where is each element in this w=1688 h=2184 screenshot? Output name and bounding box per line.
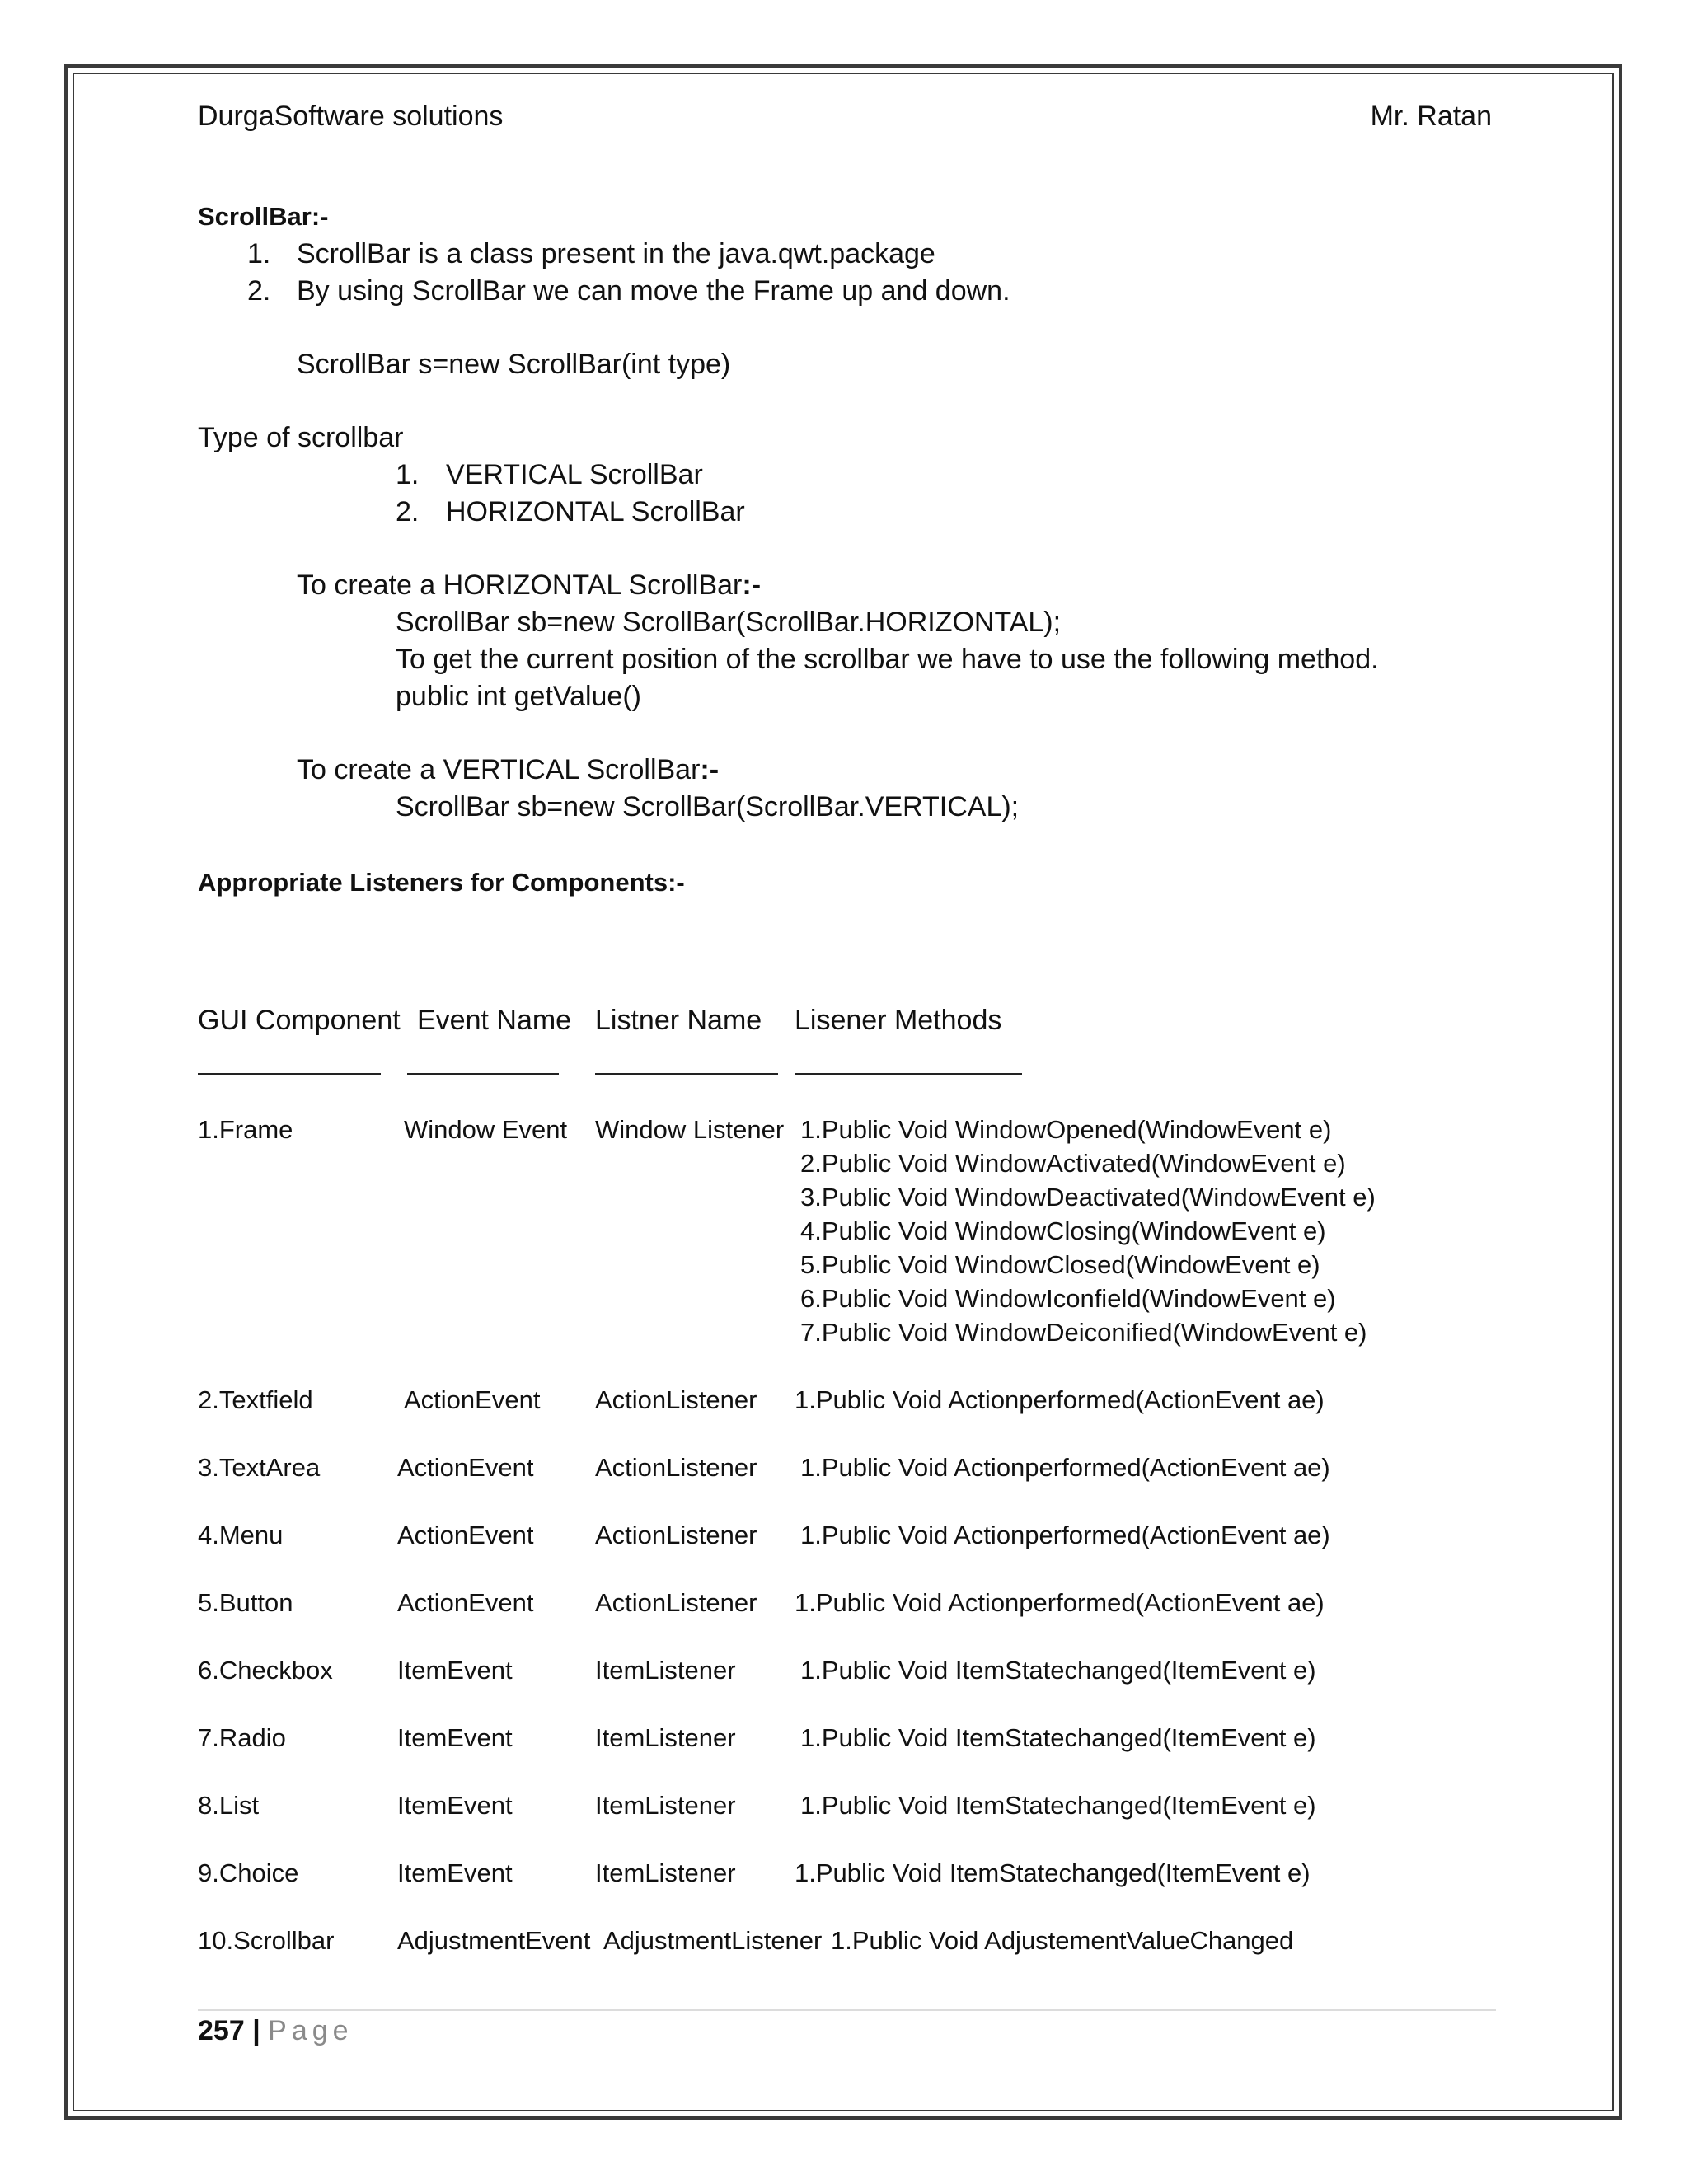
table-cell-component: 10.Scrollbar bbox=[198, 1926, 335, 1955]
table-cell-event: ItemEvent bbox=[397, 1791, 513, 1820]
table-cell-component: 1.Frame bbox=[198, 1115, 293, 1144]
position-note: To get the current position of the scrollbar we have to use the following method. bbox=[396, 644, 1379, 675]
vertical-code: ScrollBar sb=new ScrollBar(ScrollBar.VERTICAL); bbox=[396, 791, 1020, 823]
table-cell-method: 6.Public Void WindowIconfield(WindowEvent e) bbox=[800, 1284, 1336, 1313]
table-cell-component: 6.Checkbox bbox=[198, 1656, 333, 1685]
list-number: 2. bbox=[247, 275, 271, 307]
list-item: VERTICAL ScrollBar bbox=[446, 459, 703, 490]
list-number: 1. bbox=[396, 459, 420, 490]
table-cell-listener: ItemListener bbox=[595, 1858, 736, 1887]
table-cell-event: ItemEvent bbox=[397, 1656, 513, 1685]
constructor-code: ScrollBar s=new ScrollBar(int type) bbox=[297, 349, 731, 380]
method-signature: public int getValue() bbox=[396, 681, 641, 712]
table-cell-event: ItemEvent bbox=[397, 1723, 513, 1752]
types-heading: Type of scrollbar bbox=[198, 422, 404, 453]
table-cell-event: ItemEvent bbox=[397, 1858, 513, 1887]
table-cell-method: 1.Public Void WindowOpened(WindowEvent e) bbox=[800, 1115, 1332, 1144]
list-item: By using ScrollBar we can move the Frame up and down. bbox=[297, 275, 1010, 307]
table-cell-method: 2.Public Void WindowActivated(WindowEvent e) bbox=[800, 1149, 1346, 1178]
column-header: Listner Name bbox=[595, 1005, 762, 1036]
table-cell-method: 1.Public Void ItemStatechanged(ItemEvent e) bbox=[800, 1723, 1316, 1752]
scrollbar-heading: ScrollBar:- bbox=[198, 202, 329, 231]
listeners-heading: Appropriate Listeners for Components:- bbox=[198, 868, 685, 897]
table-cell-listener: ItemListener bbox=[595, 1791, 736, 1820]
table-cell-listener: Window Listener bbox=[595, 1115, 785, 1144]
page-number: 257 bbox=[198, 2015, 245, 2046]
table-cell-component: 8.List bbox=[198, 1791, 260, 1820]
table-cell-method: 1.Public Void ItemStatechanged(ItemEvent e) bbox=[795, 1858, 1311, 1887]
table-cell-method: 1.Public Void AdjustementValueChanged bbox=[831, 1926, 1294, 1955]
column-underline bbox=[198, 1073, 381, 1075]
table-cell-component: 7.Radio bbox=[198, 1723, 286, 1752]
horizontal-code: ScrollBar sb=new ScrollBar(ScrollBar.HORIZONTAL); bbox=[396, 607, 1062, 638]
vertical-heading: To create a VERTICAL ScrollBar:- bbox=[297, 754, 720, 785]
list-number: 1. bbox=[247, 238, 271, 269]
table-cell-listener: AdjustmentListener bbox=[603, 1926, 823, 1955]
table-cell-method: 5.Public Void WindowClosed(WindowEvent e) bbox=[800, 1250, 1320, 1279]
column-header: Event Name bbox=[417, 1005, 572, 1036]
table-cell-listener: ActionListener bbox=[595, 1385, 757, 1414]
column-header: Lisener Methods bbox=[795, 1005, 1002, 1036]
page-separator: | bbox=[252, 2015, 260, 2046]
column-underline bbox=[795, 1073, 1022, 1075]
page-footer bbox=[198, 2014, 354, 2048]
table-cell-method: 1.Public Void ItemStatechanged(ItemEvent e) bbox=[800, 1791, 1316, 1820]
table-cell-method: 1.Public Void Actionperformed(ActionEvent ae) bbox=[795, 1385, 1325, 1414]
list-number: 2. bbox=[396, 496, 420, 527]
table-cell-method: 1.Public Void ItemStatechanged(ItemEvent e) bbox=[800, 1656, 1316, 1685]
horizontal-heading: To create a HORIZONTAL ScrollBar:- bbox=[297, 569, 762, 601]
table-cell-event: ActionEvent bbox=[397, 1588, 534, 1617]
table-cell-event: ActionEvent bbox=[404, 1385, 541, 1414]
table-cell-listener: ActionListener bbox=[595, 1588, 757, 1617]
table-cell-method: 7.Public Void WindowDeiconified(WindowEvent e) bbox=[800, 1318, 1367, 1347]
table-cell-method: 3.Public Void WindowDeactivated(WindowEvent e) bbox=[800, 1183, 1376, 1212]
table-cell-listener: ItemListener bbox=[595, 1723, 736, 1752]
header-author: Mr. Ratan bbox=[1370, 101, 1492, 132]
table-cell-method: 1.Public Void Actionperformed(ActionEvent ae) bbox=[795, 1588, 1325, 1617]
table-cell-listener: ActionListener bbox=[595, 1453, 757, 1482]
table-cell-method: 4.Public Void WindowClosing(WindowEvent e) bbox=[800, 1216, 1326, 1245]
table-cell-component: 4.Menu bbox=[198, 1521, 284, 1549]
list-item: HORIZONTAL ScrollBar bbox=[446, 496, 745, 527]
table-cell-component: 2.Textfield bbox=[198, 1385, 313, 1414]
column-underline bbox=[407, 1073, 559, 1075]
table-cell-method: 1.Public Void Actionperformed(ActionEvent ae) bbox=[800, 1521, 1330, 1549]
footer-divider bbox=[198, 2009, 1496, 2011]
table-cell-component: 5.Button bbox=[198, 1588, 293, 1617]
table-cell-listener: ItemListener bbox=[595, 1656, 736, 1685]
table-cell-event: AdjustmentEvent bbox=[397, 1926, 591, 1955]
table-cell-event: Window Event bbox=[404, 1115, 568, 1144]
table-cell-component: 9.Choice bbox=[198, 1858, 299, 1887]
list-item: ScrollBar is a class present in the java.qwt.package bbox=[297, 238, 935, 269]
header-company: DurgaSoftware solutions bbox=[198, 101, 504, 132]
page-label: Page bbox=[268, 2015, 354, 2046]
table-cell-event: ActionEvent bbox=[397, 1453, 534, 1482]
table-cell-event: ActionEvent bbox=[397, 1521, 534, 1549]
table-cell-listener: ActionListener bbox=[595, 1521, 757, 1549]
table-cell-component: 3.TextArea bbox=[198, 1453, 321, 1482]
column-underline bbox=[595, 1073, 778, 1075]
table-cell-method: 1.Public Void Actionperformed(ActionEvent ae) bbox=[800, 1453, 1330, 1482]
column-header: GUI Component bbox=[198, 1005, 401, 1036]
